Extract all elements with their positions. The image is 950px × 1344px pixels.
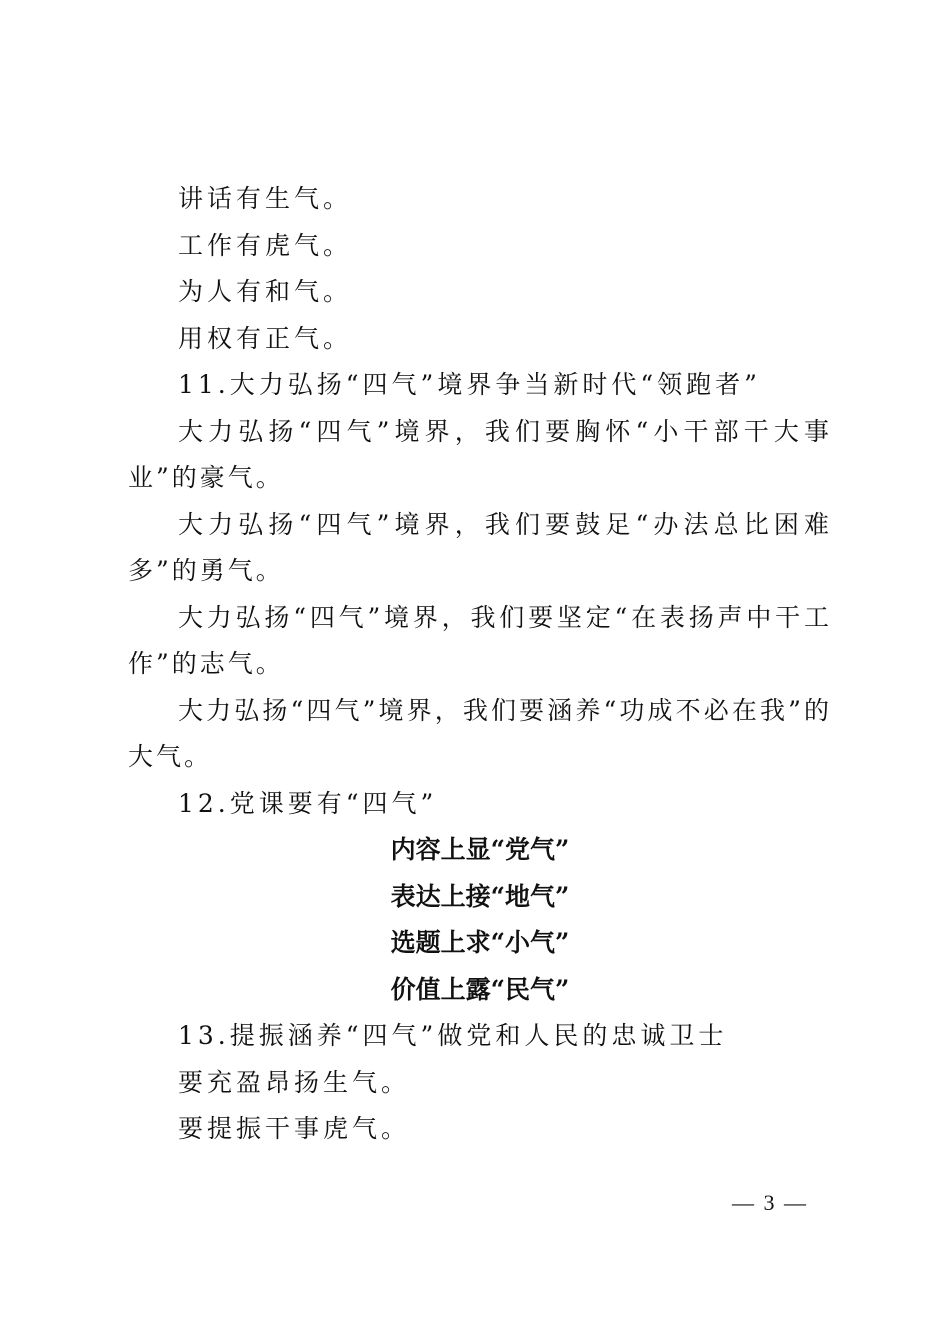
paragraph: 用权有正气。 (178, 323, 353, 353)
paragraph: 要充盈昂扬生气。 (178, 1067, 411, 1097)
page-number: — 3 — (732, 1190, 808, 1215)
bold-centered-line: 表达上接“地气” (390, 881, 570, 911)
section-heading-12: 12.党课要有“四气” (178, 788, 438, 818)
paragraph: 工作有虎气。 (178, 230, 353, 260)
bold-centered-line: 价值上露“民气” (390, 974, 570, 1004)
paragraph: 大力弘扬“四气”境界，我们要鼓足“办法总比困难多”的勇气。 (128, 509, 832, 585)
bold-centered-line: 内容上显“党气” (390, 835, 570, 864)
paragraph: 要提振干事虎气。 (178, 1114, 411, 1143)
paragraph: 大力弘扬“四气”境界，我们要坚定“在表扬声中干工作”的志气。 (128, 602, 832, 678)
bold-centered-line: 选题上求“小气” (390, 928, 570, 957)
section-heading-11: 11.大力弘扬“四气”境界争当新时代“领跑者” (178, 370, 761, 399)
paragraph: 大力弘扬“四气”境界，我们要胸怀“小干部干大事业”的豪气。 (128, 416, 832, 492)
section-heading-13: 13.提振涵养“四气”做党和人民的忠诚卫士 (178, 1021, 728, 1050)
paragraph: 为人有和气。 (178, 277, 353, 306)
paragraph: 讲话有生气。 (178, 184, 353, 213)
paragraph: 大力弘扬“四气”境界，我们要涵养“功成不必在我”的大气。 (128, 695, 832, 771)
body-text (128, 176, 832, 1153)
